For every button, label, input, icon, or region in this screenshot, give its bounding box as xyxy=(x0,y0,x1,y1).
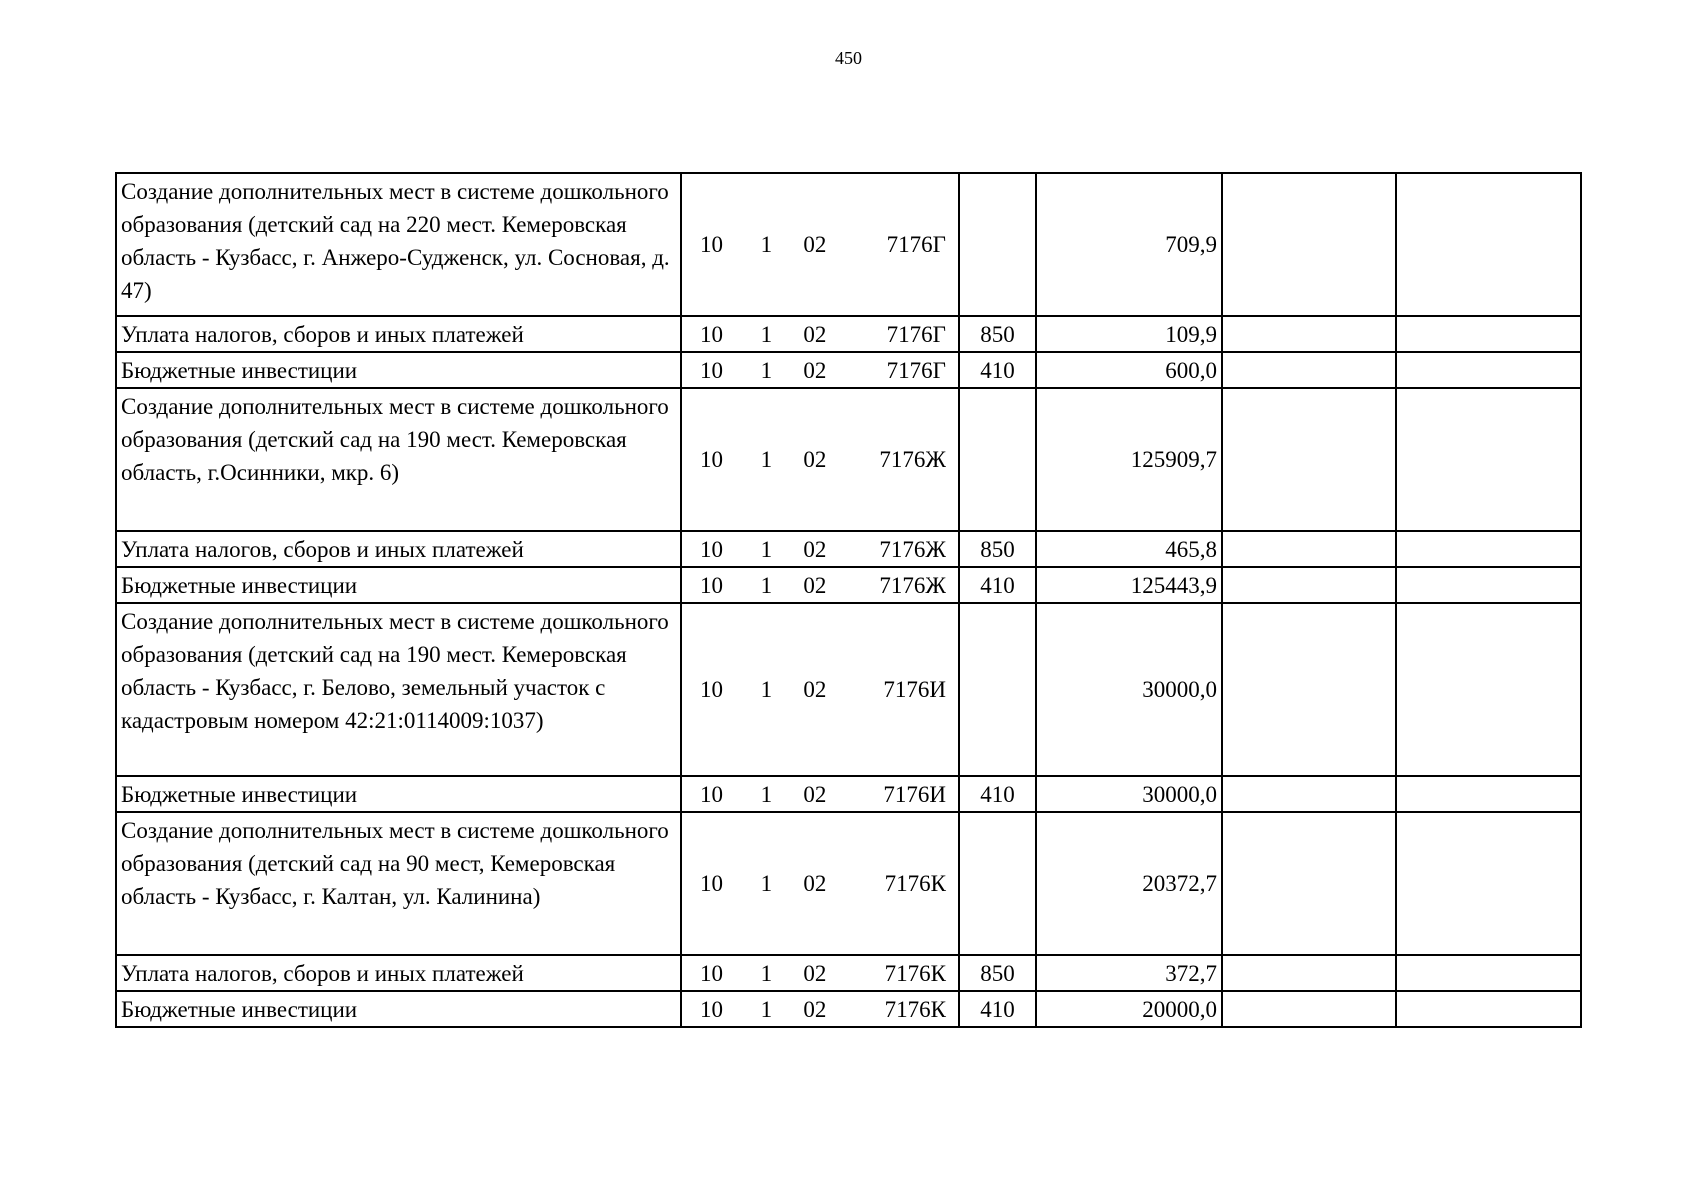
code-subprogram: 02 xyxy=(803,536,827,562)
row-name: Бюджетные инвестиции xyxy=(116,567,681,603)
empty-cell xyxy=(1396,812,1581,955)
row-name: Уплата налогов, сборов и иных платежей xyxy=(116,955,681,991)
row-codes xyxy=(681,531,959,567)
code-section: 10 xyxy=(700,960,723,986)
row-codes xyxy=(681,388,959,531)
amount: 709,9 xyxy=(1036,173,1222,316)
code-direction: 7176И xyxy=(883,677,946,702)
empty-cell xyxy=(1396,531,1581,567)
code-subprogram: 02 xyxy=(803,232,827,257)
empty-cell xyxy=(1396,955,1581,991)
code-direction: 7176Ж xyxy=(879,572,946,598)
table-row xyxy=(116,991,1581,1027)
code-section: 10 xyxy=(700,572,723,598)
amount: 30000,0 xyxy=(1036,603,1222,776)
code-direction: 7176К xyxy=(884,996,946,1022)
row-codes xyxy=(681,603,959,776)
row-codes xyxy=(681,955,959,991)
empty-cell xyxy=(1396,352,1581,388)
code-section: 10 xyxy=(700,536,723,562)
expense-type: 850 xyxy=(959,955,1036,991)
code-section: 10 xyxy=(700,996,723,1022)
row-codes xyxy=(681,991,959,1027)
row-codes xyxy=(681,316,959,352)
row-name: Создание дополнительных мест в системе дошкольного образования (детский сад на 190 мест. Кемеровская область - Кузбасс, г. Белово, земельный участок с кадастровым номером 42:21:0114009:1037) xyxy=(116,603,681,776)
code-subprogram: 02 xyxy=(803,996,827,1022)
empty-cell xyxy=(1222,812,1396,955)
empty-cell xyxy=(1222,316,1396,352)
amount: 20372,7 xyxy=(1036,812,1222,955)
table-row xyxy=(116,776,1581,812)
code-program: 1 xyxy=(760,677,773,702)
table-row xyxy=(116,173,1581,316)
expense-type xyxy=(959,603,1036,776)
code-section: 10 xyxy=(700,871,723,896)
code-program: 1 xyxy=(760,536,773,562)
empty-cell xyxy=(1396,776,1581,812)
empty-cell xyxy=(1222,531,1396,567)
expense-type: 410 xyxy=(959,776,1036,812)
code-section: 10 xyxy=(700,321,723,347)
expense-type xyxy=(959,388,1036,531)
amount: 372,7 xyxy=(1036,955,1222,991)
empty-cell xyxy=(1396,567,1581,603)
row-name: Уплата налогов, сборов и иных платежей xyxy=(116,531,681,567)
code-direction: 7176Г xyxy=(886,357,946,383)
table-row xyxy=(116,812,1581,955)
row-name: Бюджетные инвестиции xyxy=(116,776,681,812)
table-row xyxy=(116,388,1581,531)
code-section: 10 xyxy=(700,781,723,807)
code-program: 1 xyxy=(760,447,773,472)
code-direction: 7176Г xyxy=(886,232,946,257)
code-subprogram: 02 xyxy=(803,321,827,347)
empty-cell xyxy=(1222,352,1396,388)
code-subprogram: 02 xyxy=(803,781,827,807)
code-direction: 7176Г xyxy=(886,321,946,347)
amount: 30000,0 xyxy=(1036,776,1222,812)
budget-table xyxy=(115,172,1582,1028)
empty-cell xyxy=(1396,173,1581,316)
code-section: 10 xyxy=(700,357,723,383)
expense-type xyxy=(959,173,1036,316)
row-name: Бюджетные инвестиции xyxy=(116,352,681,388)
table-row xyxy=(116,531,1581,567)
page-number: 450 xyxy=(835,48,862,68)
amount: 109,9 xyxy=(1036,316,1222,352)
table-row xyxy=(116,955,1581,991)
code-direction: 7176И xyxy=(883,781,946,807)
code-program: 1 xyxy=(760,781,773,807)
code-subprogram: 02 xyxy=(803,960,827,986)
row-name: Бюджетные инвестиции xyxy=(116,991,681,1027)
code-program: 1 xyxy=(760,321,773,347)
row-name: Создание дополнительных мест в системе дошкольного образования (детский сад на 190 мест. Кемеровская область, г.Осинники, мкр. 6) xyxy=(116,388,681,531)
row-codes xyxy=(681,567,959,603)
row-codes xyxy=(681,776,959,812)
code-program: 1 xyxy=(760,357,773,383)
empty-cell xyxy=(1222,991,1396,1027)
expense-type: 850 xyxy=(959,531,1036,567)
table-row xyxy=(116,603,1581,776)
code-direction: 7176Ж xyxy=(879,447,946,472)
amount: 20000,0 xyxy=(1036,991,1222,1027)
row-codes xyxy=(681,173,959,316)
code-subprogram: 02 xyxy=(803,572,827,598)
table-row xyxy=(116,316,1581,352)
empty-cell xyxy=(1222,776,1396,812)
expense-type: 410 xyxy=(959,567,1036,603)
empty-cell xyxy=(1222,603,1396,776)
row-name: Уплата налогов, сборов и иных платежей xyxy=(116,316,681,352)
amount: 465,8 xyxy=(1036,531,1222,567)
code-section: 10 xyxy=(700,232,723,257)
empty-cell xyxy=(1222,955,1396,991)
empty-cell xyxy=(1222,567,1396,603)
empty-cell xyxy=(1222,173,1396,316)
amount: 125443,9 xyxy=(1036,567,1222,603)
empty-cell xyxy=(1222,388,1396,531)
code-direction: 7176К xyxy=(884,960,946,986)
table-row xyxy=(116,567,1581,603)
expense-type xyxy=(959,812,1036,955)
amount: 125909,7 xyxy=(1036,388,1222,531)
expense-type: 410 xyxy=(959,352,1036,388)
row-name: Создание дополнительных мест в системе дошкольного образования (детский сад на 90 мест, Кемеровская область - Кузбасс, г. Калтан, ул. Калинина) xyxy=(116,812,681,955)
code-program: 1 xyxy=(760,996,773,1022)
empty-cell xyxy=(1396,388,1581,531)
amount: 600,0 xyxy=(1036,352,1222,388)
code-program: 1 xyxy=(760,871,773,896)
row-codes xyxy=(681,352,959,388)
empty-cell xyxy=(1396,603,1581,776)
code-section: 10 xyxy=(700,447,723,472)
code-subprogram: 02 xyxy=(803,357,827,383)
row-name: Создание дополнительных мест в системе дошкольного образования (детский сад на 220 мест. Кемеровская область - Кузбасс, г. Анжеро-Судженск, ул. Сосновая, д. 47) xyxy=(116,173,681,316)
code-subprogram: 02 xyxy=(803,871,827,896)
row-codes xyxy=(681,812,959,955)
empty-cell xyxy=(1396,991,1581,1027)
empty-cell xyxy=(1396,316,1581,352)
code-program: 1 xyxy=(760,572,773,598)
code-program: 1 xyxy=(760,232,773,257)
table-row xyxy=(116,352,1581,388)
expense-type: 850 xyxy=(959,316,1036,352)
code-subprogram: 02 xyxy=(803,447,827,472)
code-section: 10 xyxy=(700,677,723,702)
code-direction: 7176К xyxy=(884,871,946,896)
code-direction: 7176Ж xyxy=(879,536,946,562)
expense-type: 410 xyxy=(959,991,1036,1027)
code-program: 1 xyxy=(760,960,773,986)
code-subprogram: 02 xyxy=(803,677,827,702)
